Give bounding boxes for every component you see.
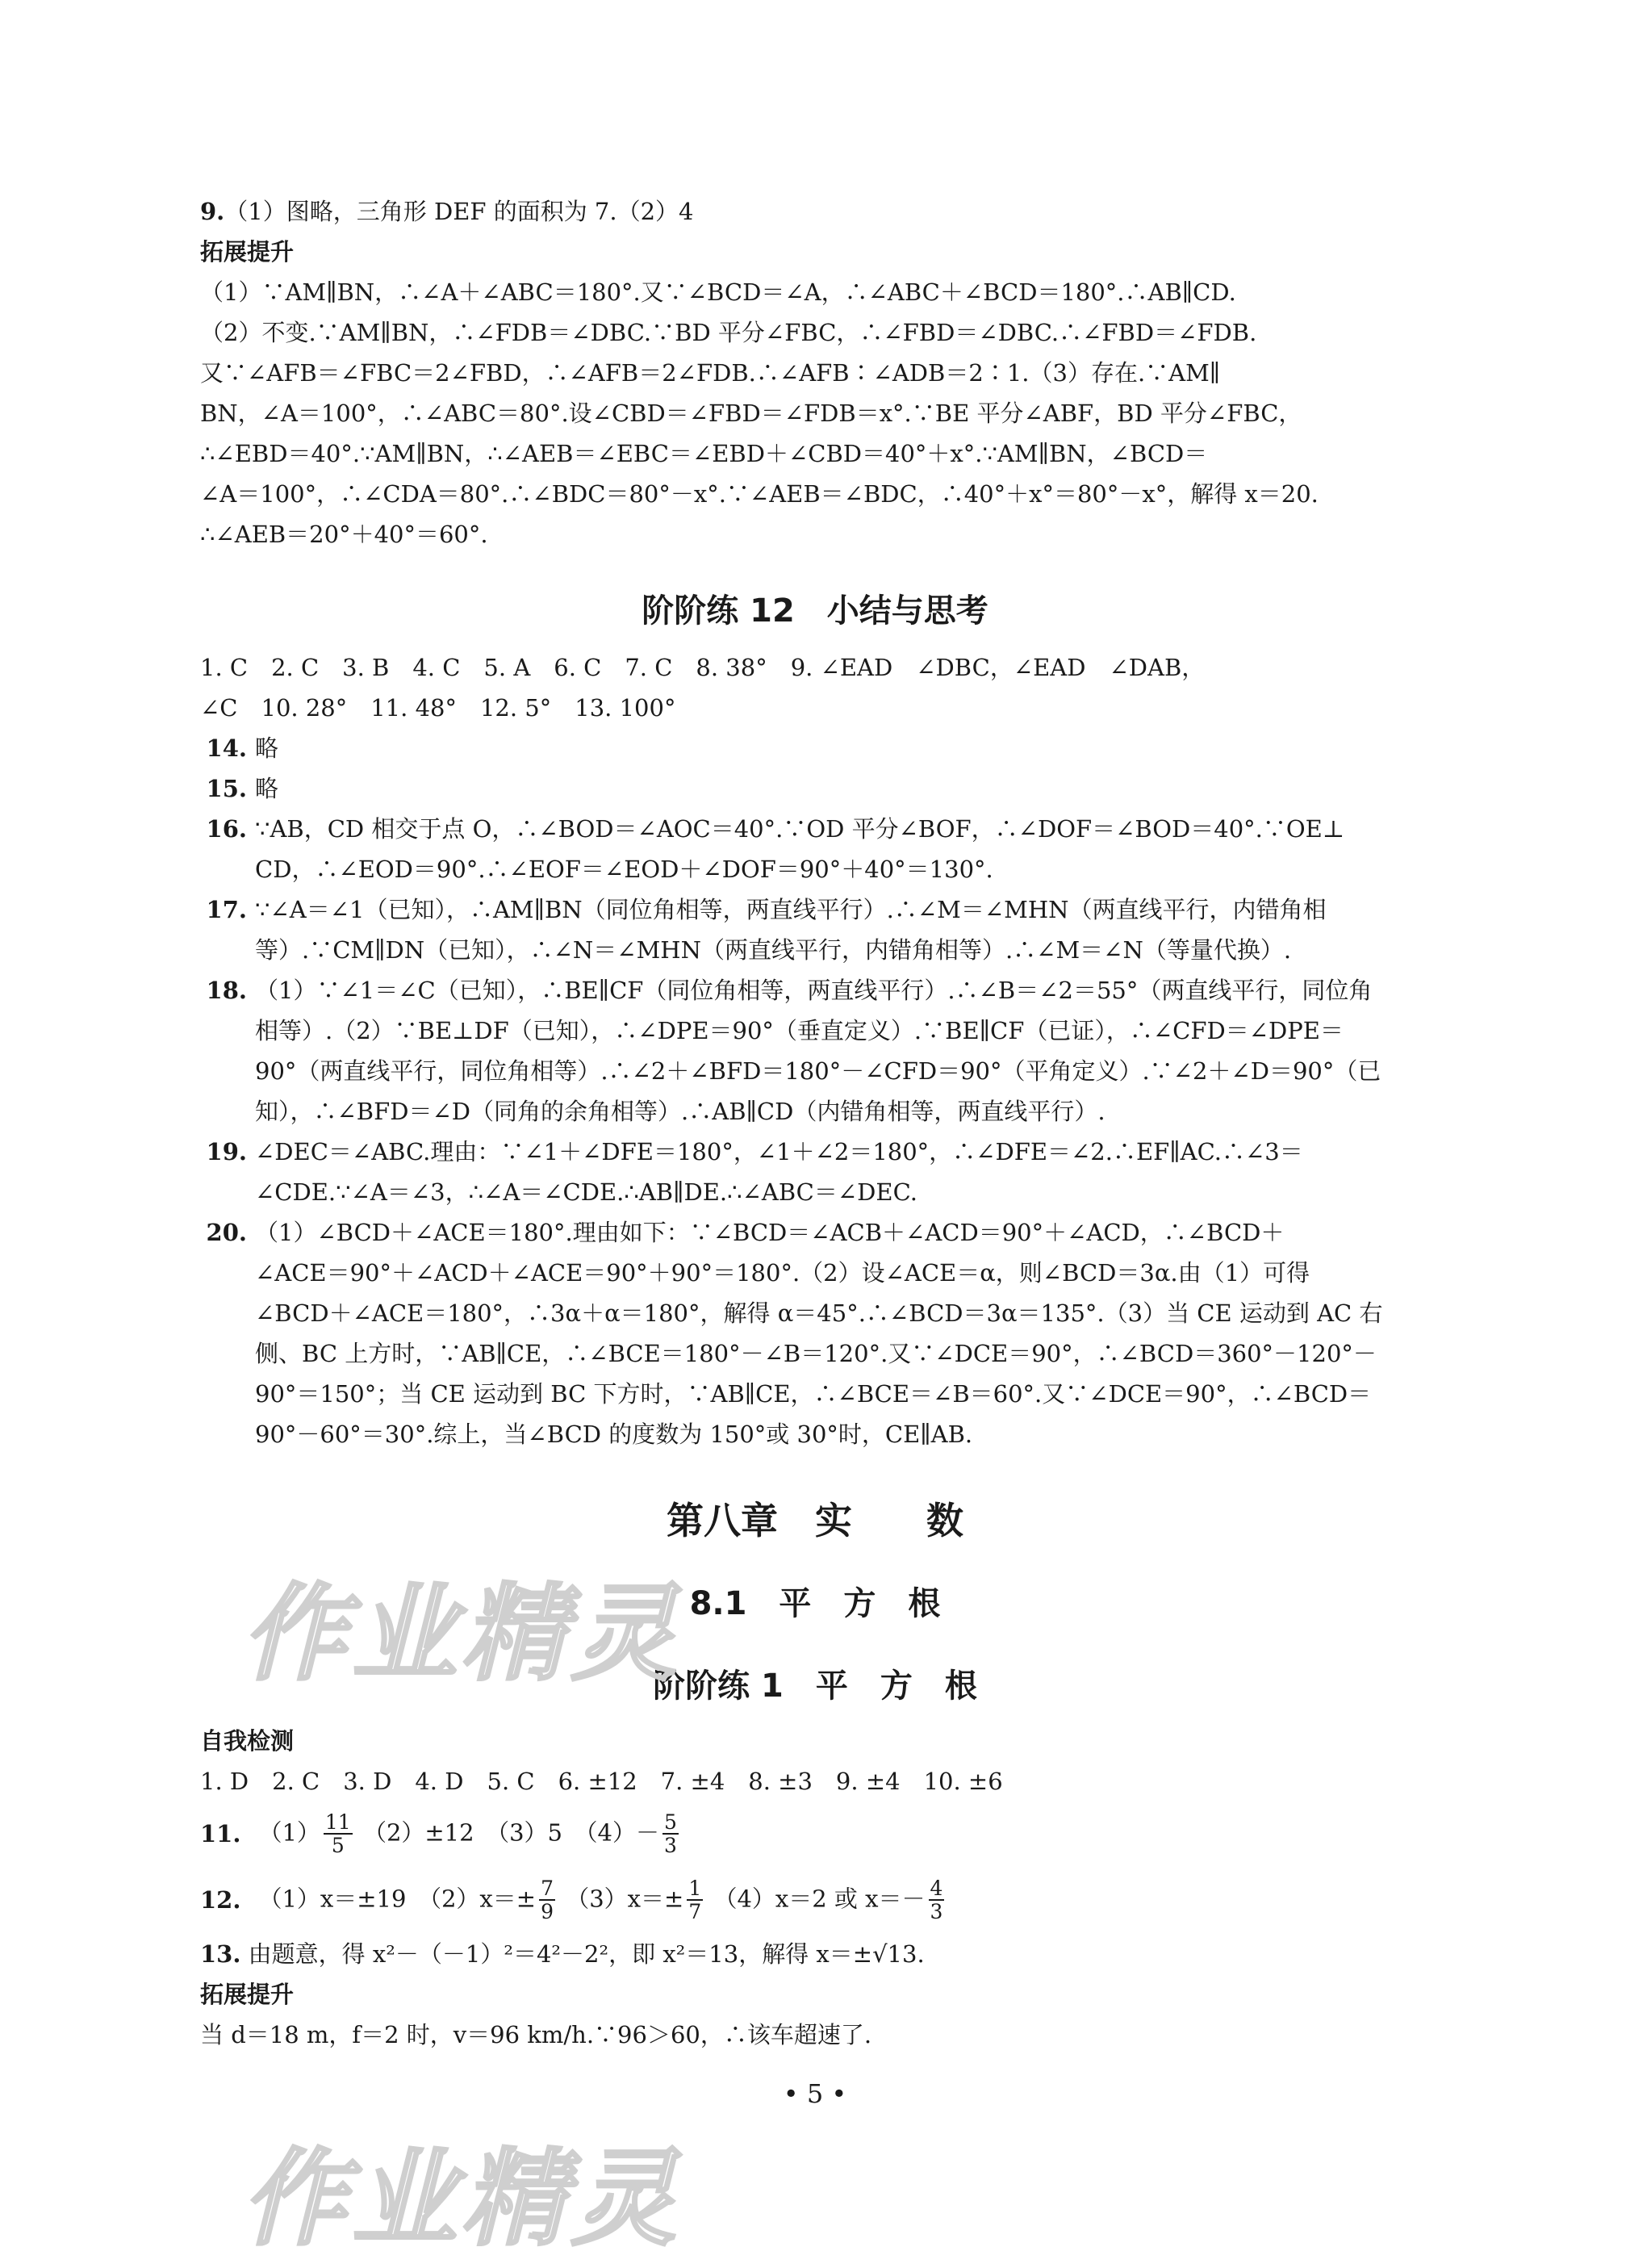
q11-line: 11. （1） $\frac{11}{5}$ （2）±12 （3）5 （4）－ $\frac{5}{3}$ bbox=[200, 1810, 677, 1857]
item-14: 14. 略 bbox=[206, 734, 279, 762]
watermark-logo: 作业精灵 bbox=[242, 2137, 682, 2260]
watermark-logo: 作业精灵 bbox=[242, 1572, 682, 1695]
ext-line: BN，∠A＝100°，∴∠ABC＝80°.设∠CBD＝∠FBD＝∠FDB＝x°.∵BE 平分∠ABF，BD 平分∠FBC， bbox=[200, 400, 1302, 427]
ext-text-bottom: 当 d＝18 m，f＝2 时，v＝96 km/h.∵96＞60，∴该车超速了. bbox=[200, 2021, 872, 2048]
ext-line: ∠A＝100°，∴∠CDA＝80°.∴∠BDC＝80°－x°.∵∠AEB＝∠BDC，∴40°＋x°＝80°－x°，解得 x＝20. bbox=[200, 480, 1319, 508]
subsection-title: 8.1 平 方 根 bbox=[689, 1585, 941, 1622]
self-check-title: 自我检测 bbox=[200, 1727, 295, 1755]
item-19: 19. ∠DEC＝∠ABC.理由：∵∠1＋∠DFE＝180°，∠1＋∠2＝180°，∴∠DFE＝∠2.∴EF∥AC.∴∠3＝ ∠CDE.∵∠A＝∠3，∴∠A＝∠CDE.∴AB∥DE.∴∠ABC＝∠DEC. bbox=[206, 1138, 1303, 1206]
s12-line1: 1. C 2. C 3. B 4. C 5. A 6. C 7. C 8. 38° 9. ∠EAD ∠DBC，∠EAD ∠DAB， bbox=[200, 654, 1206, 681]
ext-title-bottom: 拓展提升 bbox=[200, 1981, 295, 2008]
top-block bbox=[200, 191, 1439, 554]
chapter-title: 第八章 实 数 bbox=[667, 1499, 963, 1542]
q9-number: 9. bbox=[200, 198, 225, 225]
section12-block bbox=[200, 647, 1439, 1454]
item-16: 16. ∵AB，CD 相交于点 O，∴∠BOD＝∠AOC＝40°.∵OD 平分∠BOF，∴∠DOF＝∠BOD＝40°.∵OE⊥ CD，∴∠EOD＝90°.∴∠EOF＝∠EOD＋∠DOF＝90°＋40°＝130°. bbox=[206, 815, 1345, 883]
fraction: $\frac{7}{9}$ bbox=[541, 1876, 554, 1923]
item-15: 15. 略 bbox=[206, 775, 279, 802]
ext-line: （2）不变.∵AM∥BN，∴∠FDB＝∠DBC.∵BD 平分∠FBC，∴∠FBD＝∠DBC.∴∠FBD＝∠FDB. bbox=[200, 319, 1257, 346]
fraction: $\frac{11}{5}$ bbox=[324, 1810, 351, 1857]
q9-text: （1）图略，三角形 DEF 的面积为 7.（2）4 bbox=[224, 198, 694, 225]
s1-line1: 1. D 2. C 3. D 4. D 5. C 6. ±12 7. ±4 8. ±3 9. ±4 10. ±6 bbox=[200, 1768, 1003, 1795]
fraction: $\frac{1}{7}$ bbox=[688, 1876, 702, 1923]
section1-title: 阶阶练 1 平 方 根 bbox=[653, 1668, 977, 1705]
section12-title: 阶阶练 12 小结与思考 bbox=[642, 592, 988, 630]
q12-line: 12. （1）x＝±19 （2）x＝± $\frac{7}{9}$ （3）x＝± $\frac{1}{7}$ （4）x＝2 或 x＝－ $\frac{4}{3}$ bbox=[200, 1876, 943, 1923]
item-18: 18. （1）∵∠1＝∠C（已知），∴BE∥CF（同位角相等，两直线平行）.∴∠B＝∠2＝55°（两直线平行，同位角 相等）.（2）∵BE⊥DF（已知），∴∠DPE＝90°（垂直定义）.∵BE∥CF（已证），∴∠CFD＝∠DPE＝ 90°（两直线平行，同位角相等）.∴∠2＋∠BFD＝180°－∠CFD＝90°（平角定义）.∵∠2＋∠D＝90°（已 知），∴∠BFD＝∠D（同角的余角相等）.∴AB∥CD（内错角相等，两直线平行）. bbox=[206, 977, 1381, 1125]
ext-line: ∴∠EBD＝40°.∵AM∥BN，∴∠AEB＝∠EBC＝∠EBD＋∠CBD＝40°＋x°.∵AM∥BN，∠BCD＝ bbox=[200, 440, 1208, 467]
fraction: $\frac{4}{3}$ bbox=[930, 1876, 943, 1923]
ext-line: ∴∠AEB＝20°＋40°＝60°. bbox=[200, 521, 488, 548]
page-number: • 5 • bbox=[783, 2078, 847, 2109]
section1-block bbox=[200, 1721, 1439, 2055]
q9-line bbox=[200, 191, 1439, 232]
ext-line: 又∵∠AFB＝∠FBC＝2∠FBD，∴∠AFB＝2∠FDB.∴∠AFB∶∠ADB＝2∶1.（3）存在.∵AM∥ bbox=[200, 359, 1221, 387]
item-20: 20. （1）∠BCD＋∠ACE＝180°.理由如下：∵∠BCD＝∠ACB＋∠ACD＝90°＋∠ACD，∴∠BCD＋ ∠ACE＝90°＋∠ACD＋∠ACE＝90°＋90°＝180°.（2）设∠ACE＝α，则∠BCD＝3α.由（1）可得 ∠BCD＋∠ACE＝180°，∴3α＋α＝180°，解得 α＝45°.∴∠BCD＝3α＝135°.（3）当 CE 运动到 AC 右 侧、BC 上方时，∵AB∥CE，∴∠BCE＝180°－∠B＝120°.又∵∠DCE＝90°，∴∠BCD＝360°－120°－ 90°＝150°；当 CE 运动到 BC 下方时，∵AB∥CE，∴∠BCE＝∠B＝60°.又∵∠DCE＝90°，∴∠BCD＝ 90°－60°＝30°.综上，当∠BCD 的度数为 150°或 30°时，CE∥AB. bbox=[206, 1219, 1383, 1448]
ext-line: （1）∵AM∥BN，∴∠A＋∠ABC＝180°.又∵∠BCD＝∠A，∴∠ABC＋∠BCD＝180°.∴AB∥CD. bbox=[200, 278, 1236, 306]
ext-title-top: 拓展提升 bbox=[200, 238, 295, 266]
q13-line: 13. 由题意，得 x²－（－1）²＝4²－2²，即 x²＝13，解得 x＝±√13. bbox=[200, 1940, 925, 1968]
s12-line2: ∠C 10. 28° 11. 48° 12. 5° 13. 100° bbox=[200, 694, 676, 722]
item-17: 17. ∵∠A＝∠1（已知），∴AM∥BN（同位角相等，两直线平行）.∴∠M＝∠MHN（两直线平行，内错角相 等）.∵CM∥DN（已知），∴∠N＝∠MHN（两直线平行，内错角相等）.∴∠M＝∠N（等量代换）. bbox=[206, 896, 1327, 964]
fraction: $\frac{5}{3}$ bbox=[663, 1810, 677, 1857]
